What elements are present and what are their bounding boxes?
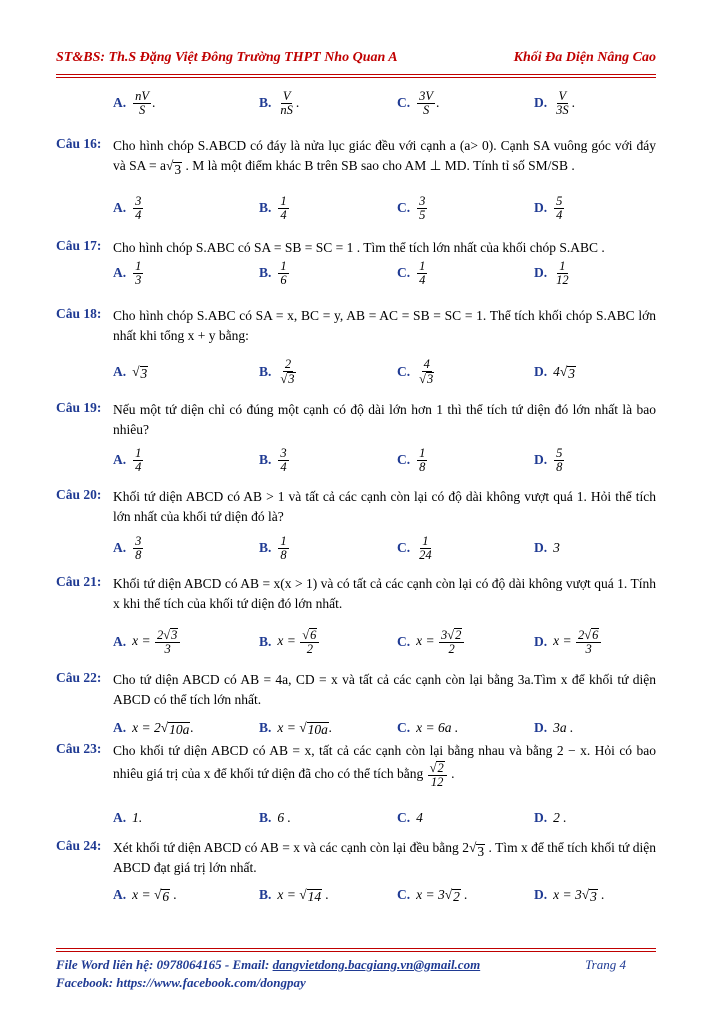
- question-text: Khối tứ diện ABCD có AB = x(x > 1) và có tất cả các cạnh còn lại có độ dài không vượt quá 1. Tính x khi thể tích của khối tứ diện đó lớn nhất.: [113, 576, 656, 611]
- option-d: D. $\frac{5}{8}$: [534, 445, 563, 474]
- option-row: [113, 445, 656, 475]
- question: [56, 487, 656, 527]
- question-text: Cho hình chóp S.ABC có SA = x, BC = y, AB = AC = SB = SC = 1. Thể tích khối chóp S.ABC lớn nhất khi tổng x + y bằng:: [113, 308, 656, 343]
- option-d: D. 4 √ 3: [534, 364, 576, 381]
- page-footer: [56, 956, 656, 992]
- question-number: Câu 21:: [56, 574, 102, 589]
- option-row: [113, 803, 656, 833]
- fraction: $\frac{V}{nS}$: [280, 88, 293, 117]
- option-row: [113, 193, 656, 223]
- footer-email-link[interactable]: dangvietdong.bacgiang.vn@gmail.com: [272, 957, 481, 972]
- question: [56, 838, 656, 878]
- option-d: D. $\frac{5}{4}$: [534, 193, 563, 222]
- option-b: B. 6 .: [259, 810, 291, 825]
- question-number: Câu 18:: [56, 306, 102, 321]
- option-c: C. x = 3 √ 2 2: [397, 627, 465, 657]
- option-b: B. $\frac{1}{4}$: [259, 193, 287, 222]
- option-b: B. $\frac{V}{nS}$ .: [259, 88, 300, 117]
- header-author: ST&BS: Th.S Đặng Việt Đông Trường THPT Nho Quan A: [56, 50, 398, 65]
- option-d: D. $\frac{1}{12}$: [534, 258, 569, 287]
- option-row: [113, 713, 656, 743]
- footer-contact: File Word liên hệ: 0978064165 - Email:: [56, 957, 273, 972]
- question-number: Câu 20:: [56, 487, 102, 502]
- option-row: [113, 533, 656, 563]
- page-header: [56, 50, 656, 72]
- question: [56, 306, 656, 346]
- question-number: Câu 17:: [56, 238, 102, 253]
- question-text: Khối tứ diện ABCD có AB > 1 và tất cả các cạnh còn lại có độ dài không vượt quá 1. Hỏi thể tích lớn nhất của khối tứ diện đó là?: [113, 489, 656, 524]
- option-a: A. $\frac{3}{8}$: [113, 533, 142, 562]
- page-number: Trang 4: [585, 957, 626, 972]
- option-a: A. 1.: [113, 810, 143, 825]
- option-c: C. $\frac{3}{5}$: [397, 193, 426, 222]
- footer-facebook-link[interactable]: Facebook: https://www.facebook.com/dongpay: [56, 975, 306, 990]
- option-d: D. x = 2 √ 6 3: [534, 627, 602, 657]
- option-row: [113, 88, 656, 118]
- question-text: Nếu một tứ diện chỉ có đúng một cạnh có độ dài lớn hơn 1 thì thể tích tứ diện đó lớn nhất là bao nhiêu?: [113, 402, 656, 437]
- option-c: C. x = 3 √ 2 .: [397, 887, 468, 904]
- question-number: Câu 19:: [56, 400, 102, 415]
- option-a: A. x = √ 6 .: [113, 887, 177, 904]
- option-d: D. x = 3 √ 3 .: [534, 887, 605, 904]
- option-row: [113, 258, 656, 288]
- option-b: B. $\frac{1}{6}$: [259, 258, 287, 287]
- question-number: Câu 23:: [56, 741, 102, 756]
- option-a: A. x = 2 √ 10a .: [113, 720, 194, 737]
- option-c: C. x = 6a .: [397, 720, 459, 735]
- fraction: $\frac{nV}{S}$: [135, 88, 150, 117]
- option-d: D. 3a .: [534, 720, 574, 735]
- question-number: Câu 24:: [56, 838, 102, 853]
- header-rule: [56, 74, 656, 75]
- option-row: [113, 357, 656, 387]
- footer-rule: [56, 948, 656, 949]
- option-row: [113, 880, 656, 910]
- question-text: Cho hình chóp S.ABC có SA = SB = SC = 1 . Tìm thể tích lớn nhất của khối chóp S.ABC .: [113, 240, 605, 255]
- option-b: B. $\frac{3}{4}$: [259, 445, 287, 474]
- option-row: [113, 627, 656, 657]
- question-text: Cho khối tứ diện ABCD có AB = x, tất cả các cạnh còn lại bằng nhau và bằng 2 − x. Hỏi có bao nhiêu giá trị của x để khối tứ diện đã cho có thể tích bằng √ 2 12 .: [113, 743, 656, 789]
- question: [56, 574, 656, 614]
- option-d: D. 2 .: [534, 810, 567, 825]
- fraction: $\frac{V}{3S}$: [556, 88, 569, 117]
- question-number: Câu 16:: [56, 136, 102, 151]
- header-topic: Khối Đa Diện Nâng Cao: [513, 50, 656, 65]
- question: [56, 238, 656, 258]
- question-text: Cho hình chóp S.ABCD có đáy là nửa lục giác đều với cạnh a (a> 0). Cạnh SA vuông góc với đáy và SA = a √ 3 . M là một điểm khác B trên SB sao cho AM ⊥ MD. Tính tỉ số SM/SB .: [113, 138, 656, 177]
- header-rule-thin: [56, 77, 656, 78]
- question: [56, 741, 656, 789]
- option-a: A. $\frac{1}{3}$: [113, 258, 142, 287]
- fraction: $\frac{3V}{S}$: [419, 88, 434, 117]
- question-text: Cho tứ diện ABCD có AB = 4a, CD = x và tất cả các cạnh còn lại bằng 3a.Tìm x để khối tứ diện ABCD có thể tích lớn nhất.: [113, 672, 656, 707]
- question-text: Xét khối tứ diện ABCD có AB = x và các cạnh còn lại đều bằng 2 √ 3 . Tìm x để thể tích khối tứ diện ABCD đạt giá trị lớn nhất.: [113, 840, 656, 875]
- question: [56, 670, 656, 710]
- option-a: A. $\frac{nV}{S}$ .: [113, 88, 156, 117]
- option-c: C. 4: [397, 810, 423, 825]
- option-b: B. x = √ 10a .: [259, 720, 333, 737]
- question: [56, 400, 656, 440]
- option-a: A. $\frac{3}{4}$: [113, 193, 142, 222]
- option-a: A. √ 3: [113, 364, 148, 381]
- option-a: A. $\frac{1}{4}$: [113, 445, 142, 474]
- option-c: C. 4 √ 3: [397, 357, 434, 386]
- option-c: C. $\frac{1}{4}$: [397, 258, 426, 287]
- option-d: D. $\frac{V}{3S}$ .: [534, 88, 575, 117]
- option-b: B. $\frac{1}{8}$: [259, 533, 287, 562]
- option-c: C. $\frac{3V}{S}$ .: [397, 88, 440, 117]
- option-c: C. $\frac{1}{8}$: [397, 445, 426, 474]
- option-c: C. $\frac{1}{24}$: [397, 533, 432, 562]
- option-a: A. x = 2 √ 3 3: [113, 627, 181, 657]
- footer-rule-thick: [56, 951, 656, 952]
- question: [56, 136, 656, 176]
- option-b: B. 2 √ 3: [259, 357, 295, 386]
- option-d: D. 3: [534, 540, 560, 555]
- question-number: Câu 22:: [56, 670, 102, 685]
- option-b: B. x = √ 6 2: [259, 627, 320, 657]
- option-b: B. x = √ 14 .: [259, 887, 329, 904]
